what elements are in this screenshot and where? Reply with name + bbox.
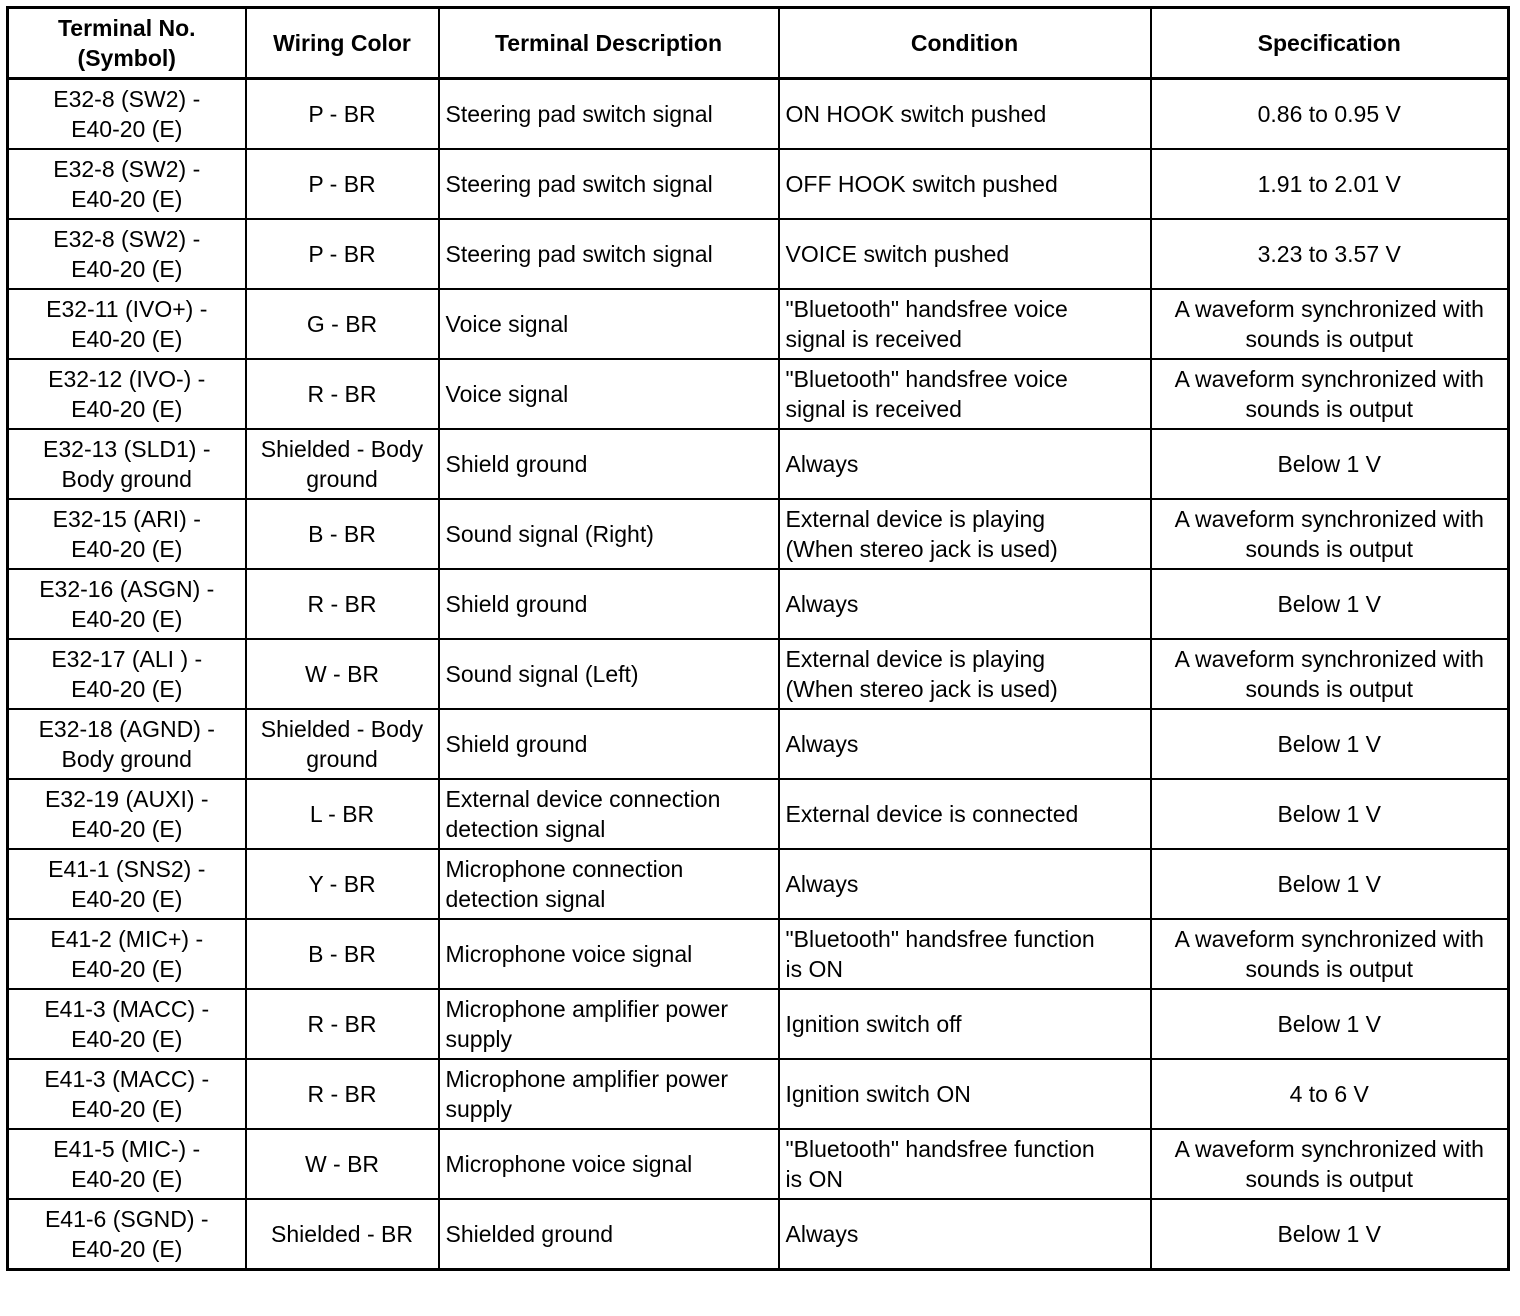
- condition-cell-text: Always: [785, 1221, 859, 1247]
- terminal-description-cell-text: Shield ground: [445, 591, 588, 617]
- condition-cell: [779, 919, 1151, 989]
- condition-cell: [779, 849, 1151, 919]
- table-row: [8, 1129, 1509, 1199]
- terminal-description-cell: [439, 639, 779, 709]
- wiring-color-cell: [246, 149, 439, 219]
- wiring-color-cell: [246, 499, 439, 569]
- terminal-no-cell-text: E32-12 (IVO-) - E40-20 (E): [48, 366, 206, 422]
- wiring-color-cell: [246, 219, 439, 289]
- wiring-color-cell: [246, 989, 439, 1059]
- wiring-color-cell-text: Shielded - Body ground: [260, 436, 424, 492]
- terminal-no-cell-text: E32-11 (IVO+) - E40-20 (E): [46, 296, 208, 352]
- specification-cell-text: Below 1 V: [1277, 1221, 1382, 1247]
- condition-cell-text: Ignition switch off: [785, 1011, 962, 1037]
- table-row: [8, 569, 1509, 639]
- wiring-color-cell: [246, 289, 439, 359]
- specification-cell: [1151, 1129, 1509, 1199]
- terminal-description-cell: [439, 1129, 779, 1199]
- specification-cell-text: Below 1 V: [1277, 451, 1382, 477]
- table-row: [8, 499, 1509, 569]
- terminal-no-cell-text: E41-1 (SNS2) - E40-20 (E): [48, 856, 206, 912]
- wiring-color-header-label: Wiring Color: [273, 30, 411, 56]
- table-row: [8, 709, 1509, 779]
- terminal-description-cell-text: Shield ground: [445, 731, 588, 757]
- terminal-no-cell: [8, 569, 246, 639]
- wiring-color-cell-text: Shielded - Body ground: [260, 716, 424, 772]
- terminal-no-cell-text: E32-15 (ARI) - E40-20 (E): [52, 506, 201, 562]
- condition-cell: [779, 1129, 1151, 1199]
- specification-header: [1151, 8, 1509, 79]
- terminal-no-cell-text: E32-19 (AUXI) - E40-20 (E): [44, 786, 209, 842]
- wiring-color-cell-text: B - BR: [308, 941, 376, 967]
- specification-cell: [1151, 1199, 1509, 1270]
- wiring-color-header: [246, 8, 439, 79]
- wiring-color-cell-text: P - BR: [308, 101, 376, 127]
- terminal-no-cell-text: E32-13 (SLD1) - Body ground: [43, 436, 211, 492]
- terminal-no-cell: [8, 289, 246, 359]
- terminal-no-cell-text: E32-8 (SW2) - E40-20 (E): [53, 86, 201, 142]
- specification-cell-text: 1.91 to 2.01 V: [1257, 171, 1401, 197]
- table-row: [8, 849, 1509, 919]
- wiring-color-cell: [246, 849, 439, 919]
- terminal-description-cell-text: Microphone amplifier power supply: [445, 1066, 729, 1122]
- wiring-color-cell-text: W - BR: [304, 1151, 380, 1177]
- specification-cell: [1151, 779, 1509, 849]
- terminal-description-cell-text: Sound signal (Right): [445, 521, 654, 547]
- condition-cell: [779, 989, 1151, 1059]
- terminal-no-header: [8, 8, 246, 79]
- specification-cell: [1151, 149, 1509, 219]
- header-row: [8, 8, 1509, 79]
- terminal-no-cell-text: E41-6 (SGND) - E40-20 (E): [44, 1206, 209, 1262]
- specification-cell-text: 4 to 6 V: [1289, 1081, 1369, 1107]
- terminal-no-cell: [8, 1129, 246, 1199]
- table-row: [8, 289, 1509, 359]
- table-row: [8, 919, 1509, 989]
- terminal-description-cell: [439, 499, 779, 569]
- wiring-color-cell-text: R - BR: [307, 1011, 377, 1037]
- terminal-no-cell: [8, 919, 246, 989]
- terminal-description-cell-text: Microphone amplifier power supply: [445, 996, 729, 1052]
- terminal-no-cell: [8, 779, 246, 849]
- condition-cell-text: ON HOOK switch pushed: [785, 101, 1047, 127]
- condition-cell: [779, 1199, 1151, 1270]
- condition-cell-text: OFF HOOK switch pushed: [785, 171, 1058, 197]
- terminal-no-cell-text: E32-8 (SW2) - E40-20 (E): [53, 156, 201, 212]
- condition-cell-text: "Bluetooth" handsfree function is ON: [785, 1136, 1095, 1192]
- wiring-color-cell-text: W - BR: [304, 661, 380, 687]
- specification-cell-text: Below 1 V: [1277, 801, 1382, 827]
- condition-cell: [779, 219, 1151, 289]
- condition-cell-text: "Bluetooth" handsfree voice signal is received: [785, 366, 1068, 422]
- condition-cell: [779, 639, 1151, 709]
- specification-cell: [1151, 919, 1509, 989]
- terminal-description-cell-text: Microphone voice signal: [445, 1151, 693, 1177]
- condition-cell-text: Ignition switch ON: [785, 1081, 971, 1107]
- terminal-description-cell-text: Steering pad switch signal: [445, 241, 713, 267]
- wiring-color-cell-text: P - BR: [308, 241, 376, 267]
- condition-cell: [779, 499, 1151, 569]
- terminal-no-cell-text: E32-17 (ALI ) - E40-20 (E): [51, 646, 203, 702]
- terminal-no-cell: [8, 429, 246, 499]
- condition-cell-text: External device is playing (When stereo jack is used): [785, 506, 1058, 562]
- terminal-spec-table: [6, 6, 1510, 1271]
- terminal-description-cell: [439, 149, 779, 219]
- wiring-color-cell-text: R - BR: [307, 591, 377, 617]
- condition-cell: [779, 1059, 1151, 1129]
- terminal-description-cell: [439, 989, 779, 1059]
- specification-cell: [1151, 289, 1509, 359]
- terminal-no-cell: [8, 79, 246, 150]
- condition-cell-text: External device is playing (When stereo jack is used): [785, 646, 1058, 702]
- wiring-color-cell: [246, 79, 439, 150]
- terminal-description-cell: [439, 709, 779, 779]
- specification-cell: [1151, 359, 1509, 429]
- wiring-color-cell: [246, 1199, 439, 1270]
- wiring-color-cell-text: R - BR: [307, 381, 377, 407]
- terminal-table-container: [6, 6, 1510, 1271]
- specification-cell: [1151, 989, 1509, 1059]
- terminal-description-cell: [439, 289, 779, 359]
- specification-cell-text: Below 1 V: [1277, 591, 1382, 617]
- condition-cell-text: Always: [785, 871, 859, 897]
- terminal-no-cell: [8, 149, 246, 219]
- specification-cell-text: A waveform synchronized with sounds is output: [1174, 506, 1484, 562]
- terminal-description-cell: [439, 569, 779, 639]
- terminal-no-cell-text: E41-3 (MACC) - E40-20 (E): [44, 996, 210, 1052]
- wiring-color-cell-text: L - BR: [309, 801, 375, 827]
- terminal-description-cell: [439, 1059, 779, 1129]
- table-row: [8, 219, 1509, 289]
- specification-cell: [1151, 499, 1509, 569]
- terminal-no-cell-text: E32-18 (AGND) - Body ground: [38, 716, 215, 772]
- terminal-description-cell-text: Steering pad switch signal: [445, 101, 713, 127]
- condition-cell: [779, 149, 1151, 219]
- condition-cell: [779, 289, 1151, 359]
- wiring-color-cell: [246, 429, 439, 499]
- terminal-no-cell: [8, 1059, 246, 1129]
- condition-cell-text: Always: [785, 591, 859, 617]
- condition-cell: [779, 569, 1151, 639]
- wiring-color-cell: [246, 1059, 439, 1129]
- wiring-color-cell: [246, 1129, 439, 1199]
- specification-cell-text: A waveform synchronized with sounds is output: [1174, 366, 1484, 422]
- wiring-color-cell-text: G - BR: [306, 311, 378, 337]
- specification-cell-text: A waveform synchronized with sounds is output: [1174, 296, 1484, 352]
- specification-cell-text: Below 1 V: [1277, 871, 1382, 897]
- wiring-color-cell: [246, 639, 439, 709]
- terminal-description-cell-text: Steering pad switch signal: [445, 171, 713, 197]
- wiring-color-cell-text: R - BR: [307, 1081, 377, 1107]
- specification-cell-text: 0.86 to 0.95 V: [1257, 101, 1401, 127]
- wiring-color-cell: [246, 569, 439, 639]
- terminal-no-cell: [8, 639, 246, 709]
- table-body: [8, 79, 1509, 1270]
- wiring-color-cell-text: Y - BR: [308, 871, 376, 897]
- specification-cell: [1151, 849, 1509, 919]
- specification-cell-text: A waveform synchronized with sounds is output: [1174, 926, 1484, 982]
- table-row: [8, 429, 1509, 499]
- terminal-description-cell: [439, 79, 779, 150]
- condition-header-label: Condition: [910, 30, 1019, 56]
- table-row: [8, 639, 1509, 709]
- terminal-description-cell-text: Microphone voice signal: [445, 941, 693, 967]
- specification-cell: [1151, 639, 1509, 709]
- terminal-no-cell: [8, 219, 246, 289]
- table-row: [8, 1059, 1509, 1129]
- terminal-description-cell-text: Microphone connection detection signal: [445, 856, 684, 912]
- specification-cell: [1151, 1059, 1509, 1129]
- specification-header-label: Specification: [1257, 30, 1401, 56]
- terminal-no-cell: [8, 359, 246, 429]
- specification-cell-text: Below 1 V: [1277, 1011, 1382, 1037]
- terminal-description-cell-text: External device connection detection signal: [445, 786, 721, 842]
- terminal-no-cell: [8, 709, 246, 779]
- terminal-description-cell: [439, 919, 779, 989]
- terminal-description-cell-text: Shield ground: [445, 451, 588, 477]
- table-row: [8, 989, 1509, 1059]
- condition-header: [779, 8, 1151, 79]
- terminal-description-header-label: Terminal Description: [494, 30, 723, 56]
- condition-cell-text: VOICE switch pushed: [785, 241, 1010, 267]
- condition-cell: [779, 779, 1151, 849]
- condition-cell-text: Always: [785, 731, 859, 757]
- specification-cell-text: A waveform synchronized with sounds is output: [1174, 646, 1484, 702]
- wiring-color-cell: [246, 709, 439, 779]
- condition-cell-text: External device is connected: [785, 801, 1079, 827]
- condition-cell-text: "Bluetooth" handsfree function is ON: [785, 926, 1095, 982]
- specification-cell: [1151, 429, 1509, 499]
- condition-cell-text: "Bluetooth" handsfree voice signal is received: [785, 296, 1068, 352]
- terminal-description-cell-text: Voice signal: [445, 381, 569, 407]
- specification-cell-text: Below 1 V: [1277, 731, 1382, 757]
- specification-cell-text: A waveform synchronized with sounds is output: [1174, 1136, 1484, 1192]
- condition-cell: [779, 429, 1151, 499]
- terminal-no-header-label: Terminal No. (Symbol): [57, 15, 196, 71]
- wiring-color-cell-text: Shielded - BR: [271, 1221, 413, 1247]
- terminal-description-header: [439, 8, 779, 79]
- terminal-no-cell: [8, 499, 246, 569]
- specification-cell: [1151, 569, 1509, 639]
- wiring-color-cell: [246, 779, 439, 849]
- table-header: [8, 8, 1509, 79]
- terminal-description-cell: [439, 849, 779, 919]
- table-row: [8, 149, 1509, 219]
- wiring-color-cell-text: P - BR: [308, 171, 376, 197]
- terminal-description-cell: [439, 779, 779, 849]
- wiring-color-cell-text: B - BR: [308, 521, 376, 547]
- terminal-no-cell-text: E41-3 (MACC) - E40-20 (E): [44, 1066, 210, 1122]
- terminal-no-cell: [8, 849, 246, 919]
- table-row: [8, 79, 1509, 150]
- condition-cell: [779, 79, 1151, 150]
- wiring-color-cell: [246, 359, 439, 429]
- terminal-description-cell-text: Voice signal: [445, 311, 569, 337]
- table-row: [8, 779, 1509, 849]
- condition-cell: [779, 359, 1151, 429]
- condition-cell-text: Always: [785, 451, 859, 477]
- terminal-no-cell-text: E41-5 (MIC-) - E40-20 (E): [53, 1136, 201, 1192]
- terminal-description-cell-text: Sound signal (Left): [445, 661, 639, 687]
- terminal-description-cell-text: Shielded ground: [445, 1221, 614, 1247]
- wiring-color-cell: [246, 919, 439, 989]
- specification-cell-text: 3.23 to 3.57 V: [1257, 241, 1401, 267]
- condition-cell: [779, 709, 1151, 779]
- specification-cell: [1151, 219, 1509, 289]
- terminal-no-cell-text: E32-16 (ASGN) - E40-20 (E): [39, 576, 215, 632]
- table-row: [8, 359, 1509, 429]
- terminal-description-cell: [439, 359, 779, 429]
- specification-cell: [1151, 709, 1509, 779]
- terminal-description-cell: [439, 1199, 779, 1270]
- terminal-no-cell-text: E41-2 (MIC+) - E40-20 (E): [50, 926, 204, 982]
- terminal-no-cell: [8, 1199, 246, 1270]
- terminal-description-cell: [439, 219, 779, 289]
- table-row: [8, 1199, 1509, 1270]
- terminal-description-cell: [439, 429, 779, 499]
- specification-cell: [1151, 79, 1509, 150]
- terminal-no-cell: [8, 989, 246, 1059]
- terminal-no-cell-text: E32-8 (SW2) - E40-20 (E): [53, 226, 201, 282]
